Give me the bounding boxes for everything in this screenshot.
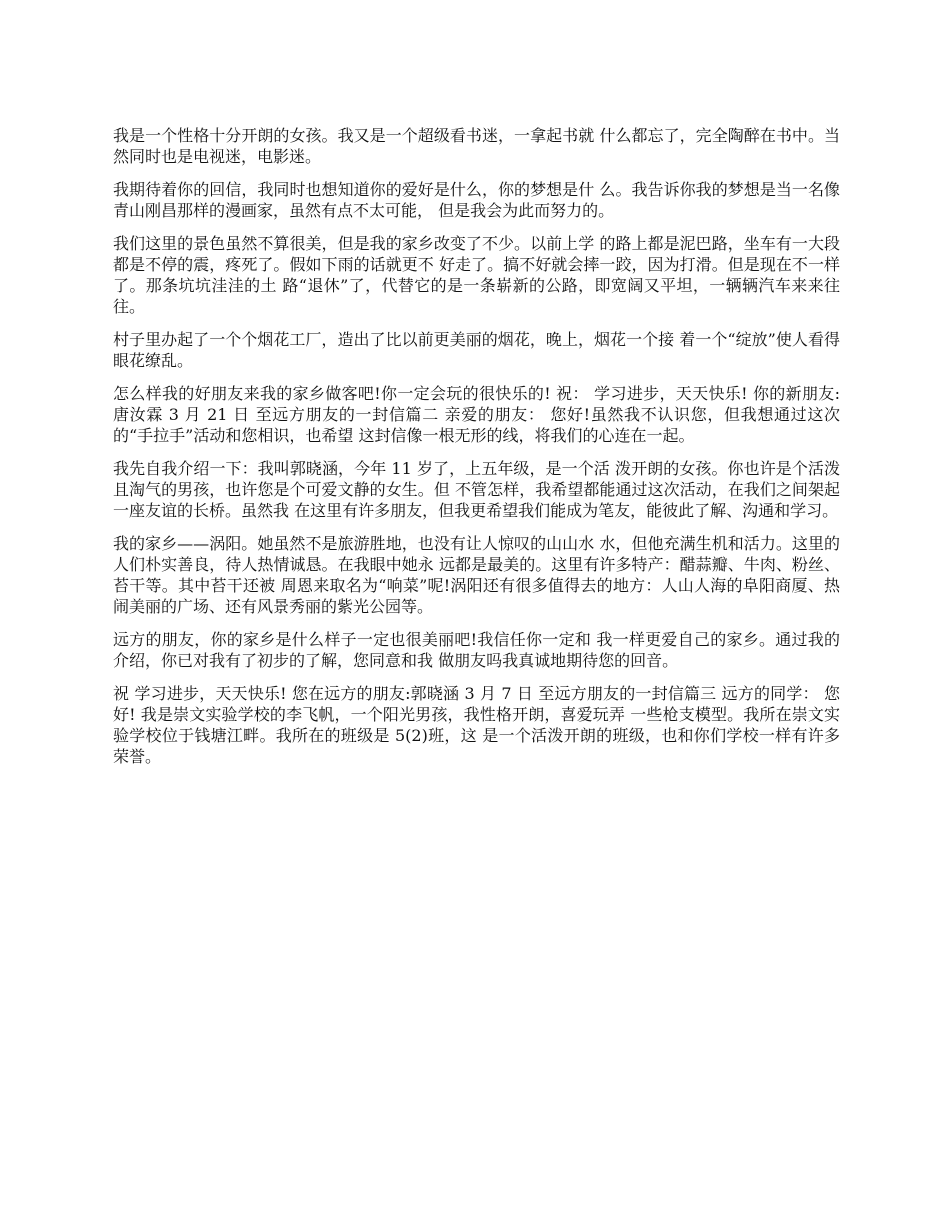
document-body	[113, 125, 840, 779]
paragraph-2: 我期待着你的回信，我同时也想知道你的爱好是什么，你的梦想是什 么。我告诉你我的梦想是当一名像青山刚昌那样的漫画家，虽然有点不太可能， 但是我会为此而努力的。	[113, 180, 840, 220]
paragraph-1: 我是一个性格十分开朗的女孩。我又是一个超级看书迷，一拿起书就 什么都忘了，完全陶醉在书中。当然同时也是电视迷，电影迷。	[113, 126, 840, 166]
paragraph-8: 远方的朋友，你的家乡是什么样子一定也很美丽吧!我信任你一定和 我一样更爱自己的家乡。通过我的介绍，你已对我有了初步的了解，您同意和我 做朋友吗我真诚地期待您的回音。	[113, 630, 840, 670]
paragraph-5: 怎么样我的好朋友来我的家乡做客吧!你一定会玩的很快乐的! 祝： 学习进步，天天快乐! 你的新朋友:唐汝霖 3 月 21 日 至远方朋友的一封信篇二 亲爱的朋友： 您好!虽然我不认识您，但我想通过这次的“手拉手”活动和您相识，也希望 这封信像一根无形的线，将我们的心连在一起。	[113, 384, 840, 445]
paragraph-3: 我们这里的景色虽然不算很美，但是我的家乡改变了不少。以前上学 的路上都是泥巴路，坐车有一大段都是不停的震，疼死了。假如下雨的话就更不 好走了。搞不好就会摔一跤，因为打滑。但是现在不一样了。那条坑坑洼洼的土 路“退休”了，代替它的是一条崭新的公路，即宽阔又平坦，一辆辆汽车来来往往。	[113, 234, 840, 316]
paragraph-4: 村子里办起了一个个烟花工厂，造出了比以前更美丽的烟花，晚上，烟花一个接 着一个“绽放”使人看得眼花缭乱。	[113, 330, 840, 370]
paragraph-7: 我的家乡——涡阳。她虽然不是旅游胜地，也没有让人惊叹的山山水 水，但他充满生机和活力。这里的人们朴实善良，待人热情诚恳。在我眼中她永 远都是最美的。这里有许多特产：醋蒜瓣、牛肉、粉丝、苔干等。其中苔干还被 周恩来取名为“响菜”呢!涡阳还有很多值得去的地方：人山人海的阜阳商厦、热 闹美丽的广场、还有风景秀丽的紫光公园等。	[113, 534, 840, 616]
paragraph-6: 我先自我介绍一下：我叫郭晓涵，今年 11 岁了，上五年级，是一个活 泼开朗的女孩。你也许是个活泼且淘气的男孩，也许您是个可爱文静的女生。但 不管怎样，我希望都能通过这次活动，在我们之间架起一座友谊的长桥。虽然我 在这里有许多朋友，但我更希望我们能成为笔友，能彼此了解、沟通和学习。	[113, 459, 840, 520]
paragraph-9: 祝 学习进步，天天快乐! 您在远方的朋友:郭晓涵 3 月 7 日 至远方朋友的一封信篇三 远方的同学： 您好! 我是崇文实验学校的李飞帆，一个阳光男孩，我性格开朗，喜爱玩弄 一些枪支模型。我所在崇文实验学校位于钱塘江畔。我所在的班级是 5(2)班，这 是一个活泼开朗的班级，也和你们学校一样有许多荣誉。	[113, 684, 840, 766]
